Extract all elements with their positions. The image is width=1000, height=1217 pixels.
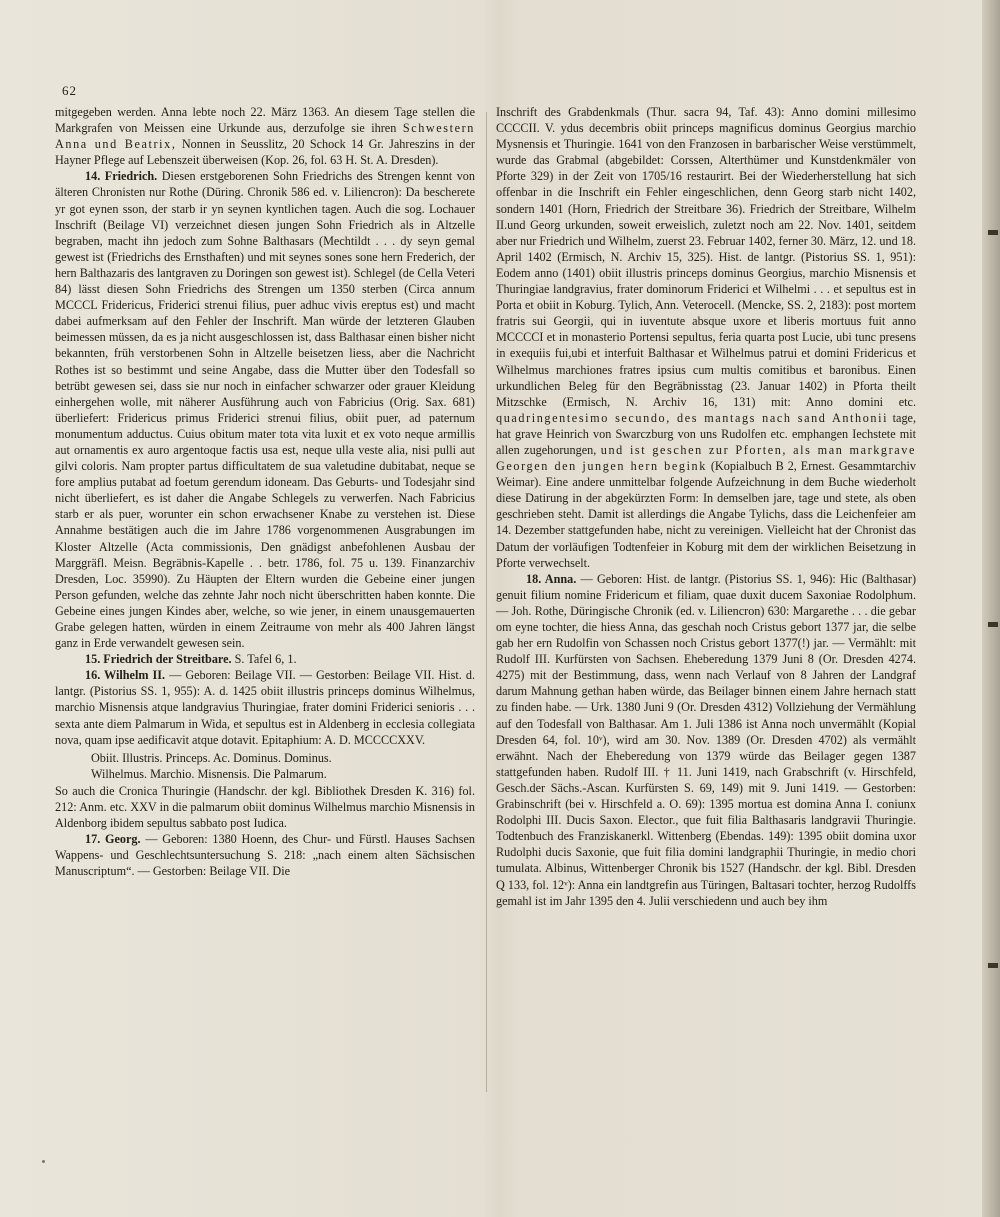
- entry-heading: 14. Friedrich.: [85, 169, 158, 184]
- page-number: 62: [62, 83, 77, 98]
- paragraph-cronica: So auch die Cronica Thuringie (Handschr. der kgl. Bibliothek Dresden K. 316) fol. 212: Anm. etc. XXV in die palmarum obiit dominus Wilhelmus marchio Misnensis in Aldenborg ibidem sepultus sabbato post Iudica.: [55, 783, 475, 831]
- left-column: [55, 104, 475, 880]
- ink-speck: [42, 1160, 45, 1163]
- entry-heading: 15. Friedrich der Streitbare.: [85, 652, 232, 667]
- entry-14-friedrich: 14. Friedrich. Diesen erstgeborenen Sohn Friedrichs des Strengen kennt von älteren Chronisten nur Rothe (Düring. Chronik 586 ed. v. Liliencron): Da bescherete yr got eynen sson, der starb ir yn seynen kyntlichen tagen. Auch die sog. Lochauer Inschrift (Beilage VI) verzeichnet diesen jungen Sohn Friedrich als in Altzelle begraben, macht ihn jedoch zum Sohne Balthasars (Mechtildt . . . dy seyn gemal gewest ist (Friedrichs des Ernsthaften) und mit seynes sones sone hern Frederich, der hern Balthazaris des lantgraven zu Doringen son gewest ist). Schlegel (de Cella Veteri 84) lässt diesen Sohn Friedrichs des Strengen um 1350 sterben (Circa annum MCCCL Fridericus, Friderici strenui filius, puer adhuc vivis ereptus est) und macht dabei aufmerksam auf den Fehler der Inschrift. Man würde der letzteren Glauben beimessen müssen, da es ja nicht ausgeschlossen ist, dass Balthasar einen bisher nicht bekannten, früh verstorbenen Sohn in Altzelle beisetzen liess, aber die Nachricht Rothes ist so bestimmt und seine Angabe, dass die Mutter über den Todesfall so betrübt gewesen sei, dass sie nur noch in einfacher schwarzer oder grauer Kleidung einhergehen wolle, mit näherer Ausführung auch von Fabricius (Orig. Sax. 681) überliefert: Fridericus primus Friderici strenui filius, obiit puer, ad paternum monumentum adductus. Cuius obitum mater tota vita luxit et ex voto neque armillis aut ornamentis ex auro argentoque factis usa est, neque ulla veste alia, nisi pulli aut gilvi coloris. Nam propter partus difficultatem de sua valetudine dubitabat, neque se fore amplius putabat ad foetum gerendum idoneam. Das Geburts- und Todesjahr sind nicht überliefert, es ist daher die Angabe Schlegels zu verwerfen. Nach Fabricius starb er als puer, worunter ein schon erwachsener Knabe zu verstehen ist. Diese Annahme bestätigen auch die im Jahre 1786 vorgenommenen Ausgrabungen im Kloster Altzelle (Acta commissionis, Den gnädigst anbefohlenen Ausbau der Marggräfl. Meisn. Begräbnis-Kapelle . . betr. 1786, fol. 75 u. 139. Finanzarchiv Dresden, Loc. 35990). Zu Häupten der Eltern wurden die Gebeine einer jungen Person gefunden, welche das zehnte Jahr noch nicht überschritten haben konnte. Die Gebeine eines jungen Kindes aber, welche, so wie jener, in einem unausgemauerten Grabe gelegen hatten, würden in einem Zeitraume von mehr als 400 Jahren längst ganz in Erde verwandelt gewesen sein.: [55, 169, 475, 651]
- epitaph-inscription: Obiit. Illustris. Princeps. Ac. Dominus. Dominus. Wilhelmus. Marchio. Misnensis. Die Palmarum.: [91, 750, 332, 781]
- edge-mark: [988, 230, 998, 235]
- entry-16-wilhelm: 16. Wilhelm II. — Geboren: Beilage VII. — Gestorben: Beilage VII. Hist. d. lantgr. (Pistorius SS. 1, 955): A. d. 1425 obiit illustris princeps dominus Wilhelmus, marchio Misnensis atque landgravius Thuringiae, frater domini Friderici senioris . . . sexta ante diem Palmarum in Wida, et sepultus est in Aldenberg in ecclesia collegiata nova, quam ipse aedificavit atque dotavit. Epitaphium: A. D. MCCCCXXV.: [55, 668, 476, 747]
- entry-17-georg: 17. Georg. — Geboren: 1380 Hoenn, des Chur- und Fürstl. Hauses Sachsen Wappens- und Geschlechtsuntersuchung S. 218: „nach einem alten Sächsischen Manuscriptum“. — Gestorben: Beilage VII. Die: [55, 832, 475, 879]
- edge-mark: [988, 963, 998, 968]
- page-edge-shadow: [982, 0, 1000, 1217]
- edge-mark: [988, 622, 998, 627]
- entry-heading: 17. Georg.: [85, 832, 141, 847]
- right-column: [496, 104, 916, 909]
- paragraph-continuation: mitgegeben werden. Anna lebte noch 22. März 1363. An diesem Tage stellen die Markgrafen von Meissen eine Urkunde aus, derzufolge sie ihren Schwestern Anna und Beatrix, Nonnen in Seusslitz, 20 Schock 14 Gr. Jahreszins in der Hayner Pflege auf Lebenszeit überweisen (Kop. 26, fol. 63 H. St. A. Dresden).: [55, 105, 475, 168]
- entry-heading: 16. Wilhelm II.: [85, 668, 166, 683]
- entry-15-friedrich-der-streitbare: 15. Friedrich der Streitbare. S. Tafel 6, 1.: [85, 652, 297, 667]
- column-divider: [486, 112, 487, 1092]
- entry-18-anna: 18. Anna. — Geboren: Hist. de lantgr. (Pistorius SS. 1, 946): Hic (Balthasar) genuit filium nomine Fridericum et filiam, quae duxit ducem Saxoniae Rodolphum. — Joh. Rothe, Düringische Chronik (ed. v. Liliencron) 630: Margarethe . . . die gebar om eyne tochter, die hiess Anna, das geschah noch Cristus gebort 1377 jar, die selbe gab her ern Rudolfin von Schassen noch Cristus gebort 1377(!) jar. — Vermählt: mit Rudolf III. Kurfürsten von Sachsen. Eheberedung 1379 Juni 8 (Or. Dresden 4274. 4275) mit der Bestimmung, dass, wenn nach Verlauf von 8 Jahren der Landgraf darum Mahnung gethan haben würde, das Beilager binnen einem Jahre hernach statt zu finden habe. — Urk. 1380 Juni 9 (Or. Dresden 4312) Vollziehung der Vermählung auf den Todesfall von Balthasar. Am 1. Juli 1386 ist Anna noch unvermählt (Kopial Dresden 64, fol. 10ᵛ), wird am 30. Nov. 1389 (Or. Dresden 4702) als vermählt erwähnt. Nach der Eheberedung von 1379 würde das Beilager gegen 1387 stattgefunden haben. Rudolf III. † 11. Juni 1419, nach Grabschrift (v. Hirschfeld, Gesch.der Sächs.-Ascan. Kurfürsten S. 69, 149) mit 9. Juni 1419. — Gestorben: Grabinschrift (bei v. Hirschfeld a. O. 69): 1395 mortua est domina Anna I. coniunx Rodolphi III. Ducis Saxon. Elector., que fuit filia Balthasaris landgravii Thuringie. Todtenbuch des Franziskanerkl. Wittenberg (Ebendas. 149): 1395 obiit domina uxor Rudolphi ducis Saxonie, que fuit filia domini landgraphii Thuringie, in medio chori tumulata. Albinus, Wittenberger Chronik bis 1527 (Handschr. der kgl. Bibl. Dresden Q 133, fol. 12ᵛ): Anna ein landtgrefin aus Türingen, Baltasari tochter, herzog Rudolffs gemahl ist im Jahr 1395 den 4. Julii verschiedenn und auch bey ihm: [496, 571, 916, 908]
- entry-heading: 18. Anna.: [526, 571, 577, 586]
- paragraph-georg-continuation: Inschrift des Grabdenkmals (Thur. sacra 94, Taf. 43): Anno domini millesimo CCCCII. V. ydus decembris obiit princeps magnificus dominus Georgius marchio Mysnensis et Thuringie. 1641 von den Franzosen in barbarischer Weise verstümmelt, wurde das Grabmal (abgebildet: Corssen, Alterthümer und Kunstdenkmäler von Pforte 329) in der Zeit von 1705/16 restaurirt. Bei der Wiederherstellung hat sich offenbar in die Inschrift ein Fehler eingeschlichen, denn Georg starb nicht 1402, sondern 1401 (Horn, Friedrich der Streitbare 36). Friedrich der Streitbare, Wilhelm II.und Georg urkunden, soweit erweislich, zuletzt noch am 22. Nov. 1401, seitdem aber nur Friedrich und Wilhelm, zuerst 23. Februar 1402, ferner 30. März, 12. und 18. April 1402 (Ermisch, N. Archiv 15, 325). Hist. de lantgr. (Pistorius SS. 1, 951): Eodem anno (1401) obiit illustris princeps dominus Georgius, marchio Misnensis et Thuringiae landgravius, frater dominorum Friderici et Wilhelmi . . . et sepultus est in Porta et obiit in Koburg. Tylich, Ann. Veterocell. (Mencke, SS. 2, 2183): post mortem fratris sui Georgii, qui in iuventute absque uxore et liberis mortuus fuit anno MCCCCI et in monasterio Portensi sepultus, feria quarta post Lucie, ubi tunc presens in exequiis fui,ubi et interfuit Balthasar et Wilhelmus patrui et domini Fridericus et Wilhelmus marchiones fratres ipsius cum multis comitibus et baronibus. Einen urkundlichen Beleg für den Begräbnisstag (23. Januar 1402) in Pforta theilt Mitzschke (Ermisch, N. Archiv 16, 131) mit: Anno domini etc. quadringentesimo secundo, des mantags nach sand Anthonii tage, hat grave Heinrich von Swarczburg von uns Rudolfen etc. emphangen Iechstete mit allen zugehorungen, und ist geschen zur Pforten, als man markgrave Georgen den jungen hern begink (Kopialbuch B 2, Ernest. Gesammtarchiv Weimar). Eine andere unmittelbar folgende Aufzeichnung in dem Buche wiederholt diese Datirung in der abgekürzten Form: In demselben jare, tage und stete, als oben geschrieben steht. Damit ist allerdings die Angabe Tylichs, dass die Leichenfeier am 14. Dezember stattgefunden habe, nicht zu vereinigen. Vielleicht hat der Chronist das Datum der vorläufigen Todtenfeier in Koburg mit dem der wirklichen Beisetzung in Pforte verwechselt.: [496, 105, 917, 570]
